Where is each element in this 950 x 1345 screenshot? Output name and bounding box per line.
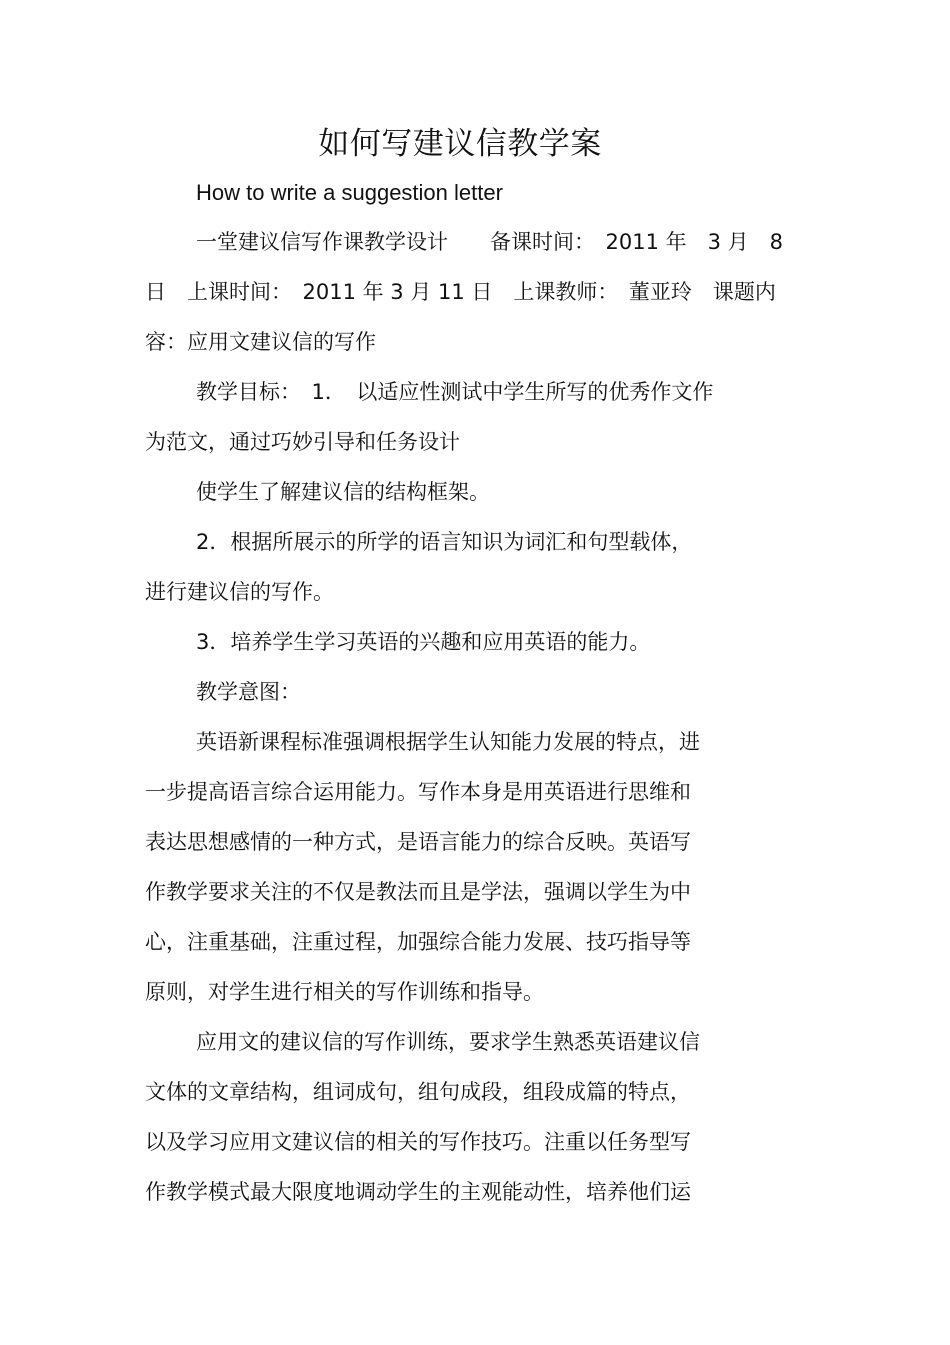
text-line: 使学生了解建议信的结构框架。 <box>196 480 490 504</box>
text-line: 以及学习应用文建议信的相关的写作技巧。注重以任务型写 <box>145 1130 691 1154</box>
text-line: 作教学要求关注的不仅是教法而且是学法，强调以学生为中 <box>145 880 691 904</box>
text-line: 作教学模式最大限度地调动学生的主观能动性，培养他们运 <box>145 1180 691 1204</box>
text-line: 英语新课程标准强调根据学生认知能力发展的特点，进 <box>196 730 700 754</box>
text-line: 进行建议信的写作。 <box>145 580 334 604</box>
document-title: 如何写建议信教学案 <box>318 126 602 162</box>
text-line: 心，注重基础，注重过程，加强综合能力发展、技巧指导等 <box>145 930 691 954</box>
text-line: 为范文，通过巧妙引导和任务设计 <box>145 430 460 454</box>
text-line: 原则，对学生进行相关的写作训练和指导。 <box>145 980 544 1004</box>
text-line: 2．根据所展示的所学的语言知识为词汇和句型载体， <box>196 530 693 554</box>
text-line: 日 上课时间： 2011 年 3 月 11 日 上课教师： 董亚玲 课题内 <box>145 280 776 304</box>
text-line: 容：应用文建议信的写作 <box>145 330 376 354</box>
text-line: 应用文的建议信的写作训练，要求学生熟悉英语建议信 <box>196 1030 700 1054</box>
text-line: 一堂建议信写作课教学设计 备课时间： 2011 年 3 月 8 <box>196 230 784 254</box>
text-line: 文体的文章结构，组词成句，组句成段，组段成篇的特点， <box>145 1080 691 1104</box>
text-line: 一步提高语言综合运用能力。写作本身是用英语进行思维和 <box>145 780 691 804</box>
text-line: 3．培养学生学习英语的兴趣和应用英语的能力。 <box>196 630 651 654</box>
text-line: 教学目标： 1． 以适应性测试中学生所写的优秀作文作 <box>196 380 714 404</box>
section-heading: 教学意图： <box>196 680 301 704</box>
document-subtitle: How to write a suggestion letter <box>196 180 503 205</box>
text-line: 表达思想感情的一种方式，是语言能力的综合反映。英语写 <box>145 830 691 854</box>
